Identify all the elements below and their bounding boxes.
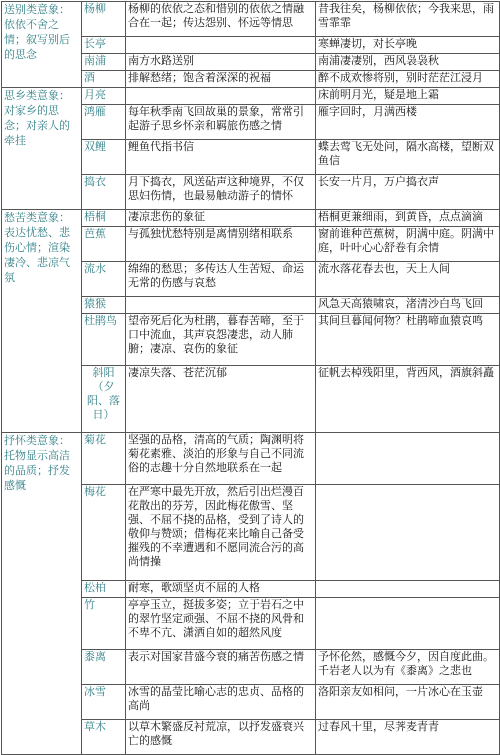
table-row <box>2 2 500 37</box>
imagery-meaning: 以草木繁盛反衬荒凉，以抒发盛衰兴亡的感慨 <box>126 720 316 755</box>
table-row <box>2 210 500 227</box>
poem-example: 南浦凄凄别，西风袅袅秋 <box>316 54 500 71</box>
imagery-term: 杨柳 <box>82 2 126 37</box>
imagery-term: 菊花 <box>82 433 126 485</box>
poem-example: 流水落花春去也，天上人间 <box>316 262 500 297</box>
imagery-term: 竹 <box>82 598 126 650</box>
imagery-term: 流水 <box>82 262 126 297</box>
imagery-meaning: 杨柳的依依之态和惜别的依依之情融合在一起；传达怨别、怀远等情思 <box>126 2 316 37</box>
poem-example: 予怀伦然，感慨今夕，因自度此曲。千岩老人以为有《黍离》之悲也 <box>316 650 500 685</box>
imagery-meaning: 在严寒中最先开放，然后引出烂漫百花散出的芬芳，因此梅花傲雪、坚强、不屈不挠的品格，受到了诗人的敬仰与赞颂；借梅花来比喻自己备受摧残的不幸遭遇和不愿同流合污的高尚情操 <box>126 485 316 581</box>
table-row <box>2 433 500 485</box>
poem-example: 床前明月光，疑是地上霜 <box>316 88 500 105</box>
imagery-term: 芭蕉 <box>82 227 126 262</box>
category-label: 思乡类意象：对家乡的思念；对亲人的牵挂 <box>2 88 82 210</box>
imagery-term: 松柏 <box>82 581 126 598</box>
imagery-term: 斜阳（夕阳、落日） <box>82 366 126 433</box>
imagery-term: 杜鹃鸟 <box>82 314 126 366</box>
imagery-term: 酒 <box>82 71 126 88</box>
poem-example: 长安一片月，万户捣衣声 <box>316 175 500 210</box>
imagery-term: 长亭 <box>82 37 126 54</box>
category-label: 愁苦类意象：表达忧愁、悲伤心情；渲染凄冷、悲凉气氛 <box>2 210 82 433</box>
imagery-term: 黍离 <box>82 650 126 685</box>
imagery-meaning: 亭亭玉立，挺拔多姿；立于岩石之中的翠竹坚定顽强、不屈不挠的风骨和不卑不亢、潇洒自如的超然风度 <box>126 598 316 650</box>
imagery-meaning <box>126 37 316 54</box>
imagery-term: 月亮 <box>82 88 126 105</box>
imagery-meaning: 与孤独忧愁特别是离情别绪相联系 <box>126 227 316 262</box>
imagery-table <box>1 1 500 755</box>
poem-example <box>316 598 500 650</box>
poem-example: 窗前谁种芭蕉树，阴满中庭。阴满中庭，叶叶心心舒卷有余情 <box>316 227 500 262</box>
poem-example: 洛阳亲友如相问，一片冰心在玉壶 <box>316 685 500 720</box>
poem-example: 过春风十里，尽荠麦青青 <box>316 720 500 755</box>
poem-example: 蝶去莺飞无处问，隔水高楼，望断双鱼信 <box>316 140 500 175</box>
imagery-term: 捣衣 <box>82 175 126 210</box>
category-label: 抒怀类意象：托物显示高洁的品质；抒发感慨 <box>2 433 82 755</box>
imagery-term: 鸿雁 <box>82 105 126 140</box>
imagery-term: 梧桐 <box>82 210 126 227</box>
poem-example <box>316 581 500 598</box>
poem-example: 雁字回时，月满西楼 <box>316 105 500 140</box>
category-label: 送别类意象：依依不舍之情；叙写别后的思念 <box>2 2 82 88</box>
poem-example: 其间旦暮闻何物？杜鹃啼血猿哀鸣 <box>316 314 500 366</box>
imagery-meaning <box>126 88 316 105</box>
imagery-term: 梅花 <box>82 485 126 581</box>
imagery-term: 冰雪 <box>82 685 126 720</box>
imagery-meaning: 鲤鱼代指书信 <box>126 140 316 175</box>
imagery-meaning: 望帝死后化为杜鹃，暮春苦啼，至于口中流血，其声哀怨凄悲，动人肺腑；凄凉、哀伤的象征 <box>126 314 316 366</box>
imagery-meaning: 凄凉悲伤的象征 <box>126 210 316 227</box>
poem-example: 征帆去棹残阳里，背西风，酒旗斜矗 <box>316 366 500 433</box>
imagery-meaning: 月下捣衣，风送砧声这种境界，不仅思妇伤情，也最易触动游子的情怀 <box>126 175 316 210</box>
poem-example <box>316 433 500 485</box>
imagery-meaning: 每年秋季南飞回故巢的景象，常常引起游子思乡怀亲和羁旅伤感之情 <box>126 105 316 140</box>
poem-example <box>316 485 500 581</box>
imagery-term: 草木 <box>82 720 126 755</box>
poem-example: 风急天高猿啸哀，渚清沙白鸟飞回 <box>316 297 500 314</box>
imagery-meaning: 南方水路送别 <box>126 54 316 71</box>
poem-example: 梧桐更兼细雨，到黄昏，点点滴滴 <box>316 210 500 227</box>
imagery-meaning: 坚强的品格，清高的气质；陶渊明将菊花素雅、淡泊的形象与自己不同流俗的志趣十分自然地联系在一起 <box>126 433 316 485</box>
imagery-term: 猿猴 <box>82 297 126 314</box>
poem-example: 寒蝉凄切，对长亭晚 <box>316 37 500 54</box>
imagery-meaning: 排解愁绪；饱含着深深的祝福 <box>126 71 316 88</box>
document-page <box>0 1 500 747</box>
poem-example: 醉不成欢惨将别，别时茫茫江浸月 <box>316 71 500 88</box>
imagery-meaning <box>126 297 316 314</box>
poem-example: 昔我往矣，杨柳依依；今我来思，雨雪霏霏 <box>316 2 500 37</box>
imagery-meaning: 冰雪的晶莹比喻心志的忠贞、品格的高尚 <box>126 685 316 720</box>
imagery-term: 双鲤 <box>82 140 126 175</box>
imagery-term: 南浦 <box>82 54 126 71</box>
imagery-meaning: 耐寒，歌颂坚贞不屈的人格 <box>126 581 316 598</box>
table-row <box>2 88 500 105</box>
imagery-meaning: 凄凉失落、苍茫沉郁 <box>126 366 316 433</box>
imagery-meaning: 绵绵的愁思；多传达人生苦短、命运无常的伤感与哀愁 <box>126 262 316 297</box>
imagery-meaning: 表示对国家昔盛今衰的痛苦伤感之情 <box>126 650 316 685</box>
